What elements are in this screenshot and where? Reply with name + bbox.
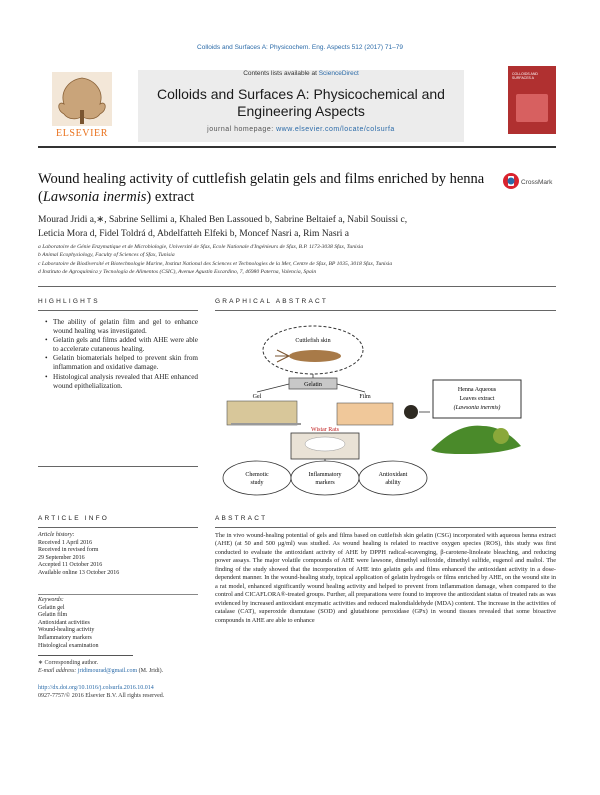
crossmark-label: CrossMark — [521, 179, 553, 186]
email-note — [38, 667, 438, 675]
arrow-to-gel — [257, 384, 289, 392]
henna-label-3: (Lawsonia inermis) — [453, 405, 501, 411]
header-rule — [38, 146, 556, 148]
abstract-rule — [215, 527, 556, 528]
homepage-prefix: journal homepage: — [207, 126, 277, 133]
article-title-part1: Wound healing activity of cuttlefish gelatin gels and films enriched by henna ( — [38, 171, 485, 205]
keywords-label: Keywords: — [38, 597, 64, 603]
publisher-name: ELSEVIER — [55, 128, 109, 139]
abstract-text: The in vivo wound-healing potential of gels and films based on cuttlefish skin gelatin (CSG) incorporated with aqueous henna extract (AHE) (at 50 and 500 μg/ml) was studied. As wound healing is related to reactive oxygen species (ROS), this study was first conducted to evaluate the antioxidant activity of AHE by DPPH radical-scavenging, β-carotene-linoleate bleaching, and reducing power assays. The major volatile compounds of AHE were lawsone, dimethyl sulfoxide, dimethyl sulfide, eugenol and maltol. The finding of the study showed that the incorporation of AHE into gelatin gels and films enhanced the antioxidant activity in a dose-dependent manner. In the wound-healing study, topical application of gelatin hydrogels or films enriched by AHE, on the wound site in a rat model, enhanced significantly wound healing activity and helped to prevent from inflammation damage, when compared to the control and CICAFLORA®-treated groups. Further, all preparations were found to improve the antioxidant status of treated rats as was evidenced by increased antioxidant enzymatic activities and reduced malondialdehyde (MDA) content. The increase in the activities of catalase (CAT), superoxide dismutase (SOD) and glutathione peroxidase (GPx) in wound tissues revealed that some bioactive compounds in AHE are able to enhance — [215, 532, 556, 624]
journal-reference[interactable]: Colloids and Surfaces A: Physicochem. Eng. Aspects 512 (2017) 71–79 — [197, 44, 403, 51]
article-title-part2: ) extract — [146, 189, 195, 205]
cover-image — [516, 94, 548, 122]
elsevier-logo — [38, 70, 126, 142]
graphical-abstract-heading: GRAPHICAL ABSTRACT — [215, 298, 329, 305]
journal-cover[interactable] — [508, 66, 556, 134]
inflammatory-markers-oval — [291, 461, 359, 495]
authors-line-1: Mourad Jridi a,∗, Sabrine Sellimi a, Khaled Ben Lassoued b, Sabrine Beltaief a, Nabil Souissi c, — [38, 215, 408, 225]
history-item: Accepted 11 October 2016 — [38, 562, 103, 569]
copyright-notice: 0927-7757/© 2016 Elsevier B.V. All rights reserved. — [38, 693, 165, 699]
gel-shadow — [231, 423, 301, 425]
film-image — [337, 403, 393, 425]
graphical-abstract-rule — [215, 310, 556, 311]
affiliations — [38, 243, 558, 276]
homepage-link[interactable]: www.elsevier.com/locate/colsurfa — [276, 126, 395, 133]
doi-url[interactable]: http://dx.doi.org/10.1016/j.colsurfa.2016.10.014 — [38, 685, 154, 691]
tentacles-icon — [275, 350, 289, 362]
history-item: Available online 13 October 2016 — [38, 569, 120, 576]
article-info-rule — [38, 527, 198, 528]
cuttlefish-image — [289, 350, 341, 362]
trunk-icon — [80, 110, 84, 124]
keywords — [38, 597, 198, 650]
abstract-heading: ABSTRACT — [215, 515, 268, 522]
email-suffix: (M. Jridi). — [137, 668, 164, 674]
history-item: 29 September 2016 — [38, 554, 85, 561]
doi-link — [38, 684, 438, 692]
journal-homepage — [138, 126, 464, 133]
article-title — [38, 170, 493, 206]
sciencedirect-link[interactable]: ScienceDirect — [318, 70, 359, 77]
highlights-list — [38, 318, 198, 391]
journal-title: Colloids and Surfaces A: Physicochemical and Engineering Aspects — [157, 86, 445, 119]
contents-line — [138, 70, 464, 77]
affiliation-b: b Animal Ecophysiology, Faculty of Sciences of Sfax, Tunisia — [38, 252, 175, 259]
cuttlefish-label: Cuttlefish skin — [295, 338, 331, 344]
authors-line-2: Leticia Mora d, Fidel Toldrá d, Abdelfatteh Elfeki b, Moncef Nasri a, Rim Nasri a — [38, 228, 349, 239]
keyword-item: Wound-healing activity — [38, 627, 95, 634]
affiliation-d: d Instituto de Agroquímica y Tecnología de Alimentos (CSIC), Avenue Agustín Escardino, 7, 46980 Paterna, Valencia, Spain — [38, 268, 317, 275]
antioxidant-ability-oval — [359, 461, 427, 495]
rat-body-icon — [305, 437, 345, 451]
henna-powder-image — [404, 405, 418, 419]
article-info-divider — [38, 594, 198, 595]
article-title-species: Lawsonia inermis — [42, 189, 147, 205]
affiliation-a: a Laboratoire de Génie Enzymatique et de Microbiologie, Université de Sfax, Ecole Nationale d'Ingénieurs de Sfax, B.P. 1173-3038 Sfax, Tunisia — [38, 244, 364, 250]
cover-title: COLLOIDS AND SURFACES A — [512, 72, 538, 80]
highlight-item: • The ability of gelatin film and gel to enhance wound healing was investigated. — [38, 318, 198, 336]
gelatin-label: Gelatin — [304, 382, 322, 388]
antioxidant-label-2: ability — [385, 480, 401, 486]
chemotic-label-2: study — [250, 480, 264, 486]
article-info-heading: ARTICLE INFO — [38, 515, 110, 522]
highlight-item: • Gelatin gels and films added with AHE were able to accelerate cutaneous healing. — [38, 336, 198, 354]
history-item: Received 1 April 2016 — [38, 539, 93, 546]
keyword-item: Antioxidant activities — [38, 619, 90, 626]
keyword-item: Gelatin gel — [38, 604, 65, 611]
graphical-abstract-figure — [215, 318, 556, 503]
chemotic-study-oval — [223, 461, 291, 495]
gel-image — [227, 401, 297, 425]
section-rule — [38, 286, 556, 287]
author-list — [38, 214, 558, 241]
henna-paste-image — [493, 428, 509, 444]
article-history — [38, 532, 198, 578]
email-link[interactable]: jridimourad@gmail.com — [77, 668, 138, 674]
crossmark-badge[interactable] — [502, 171, 562, 191]
history-label: Article history: — [38, 532, 75, 538]
contents-prefix: Contents lists available at — [243, 70, 319, 77]
corresponding-author-note: ∗ Corresponding author. — [38, 660, 99, 666]
henna-label-2: Leaves extract — [459, 396, 495, 402]
inflammatory-label-2: markers — [315, 480, 335, 486]
gel-label: Gel — [252, 394, 262, 400]
chemotic-label-1: Chemotic — [245, 472, 269, 478]
email-label: E-mail address: — [38, 668, 78, 674]
highlights-heading: HIGHLIGHTS — [38, 298, 100, 305]
highlight-item: • Gelatin biomaterials helped to prevent skin from inflammation and oxidative damage. — [38, 354, 198, 372]
keyword-item: Histological examination — [38, 642, 99, 649]
keyword-item: Inflammatory markers — [38, 634, 92, 641]
film-label: Film — [359, 394, 371, 400]
footnote-rule — [38, 655, 133, 656]
keyword-item: Gelatin film — [38, 612, 68, 619]
crossmark-dot-icon — [508, 178, 515, 185]
affiliation-c: c Laboratoire de Biodiversité et Biotechnologie Marine, Institut National des Sciences et Technologies de la Mer, Centre de Sfax, BP 1035, 3018 Sfax, Tunisia — [38, 260, 393, 267]
antioxidant-label-1: Antioxidant — [378, 472, 408, 478]
wistar-label: Wistar Rats — [311, 427, 339, 433]
arrow-to-film — [337, 384, 365, 392]
highlight-item: • Histological analysis revealed that AHE enhanced wound epithelialization. — [38, 373, 198, 391]
highlights-end-rule — [38, 466, 198, 467]
inflammatory-label-1: Inflammatory — [308, 472, 342, 478]
highlights-rule — [38, 310, 198, 311]
history-item: Received in revised form — [38, 547, 99, 554]
henna-label-1: Henna Aqueous — [457, 387, 497, 393]
